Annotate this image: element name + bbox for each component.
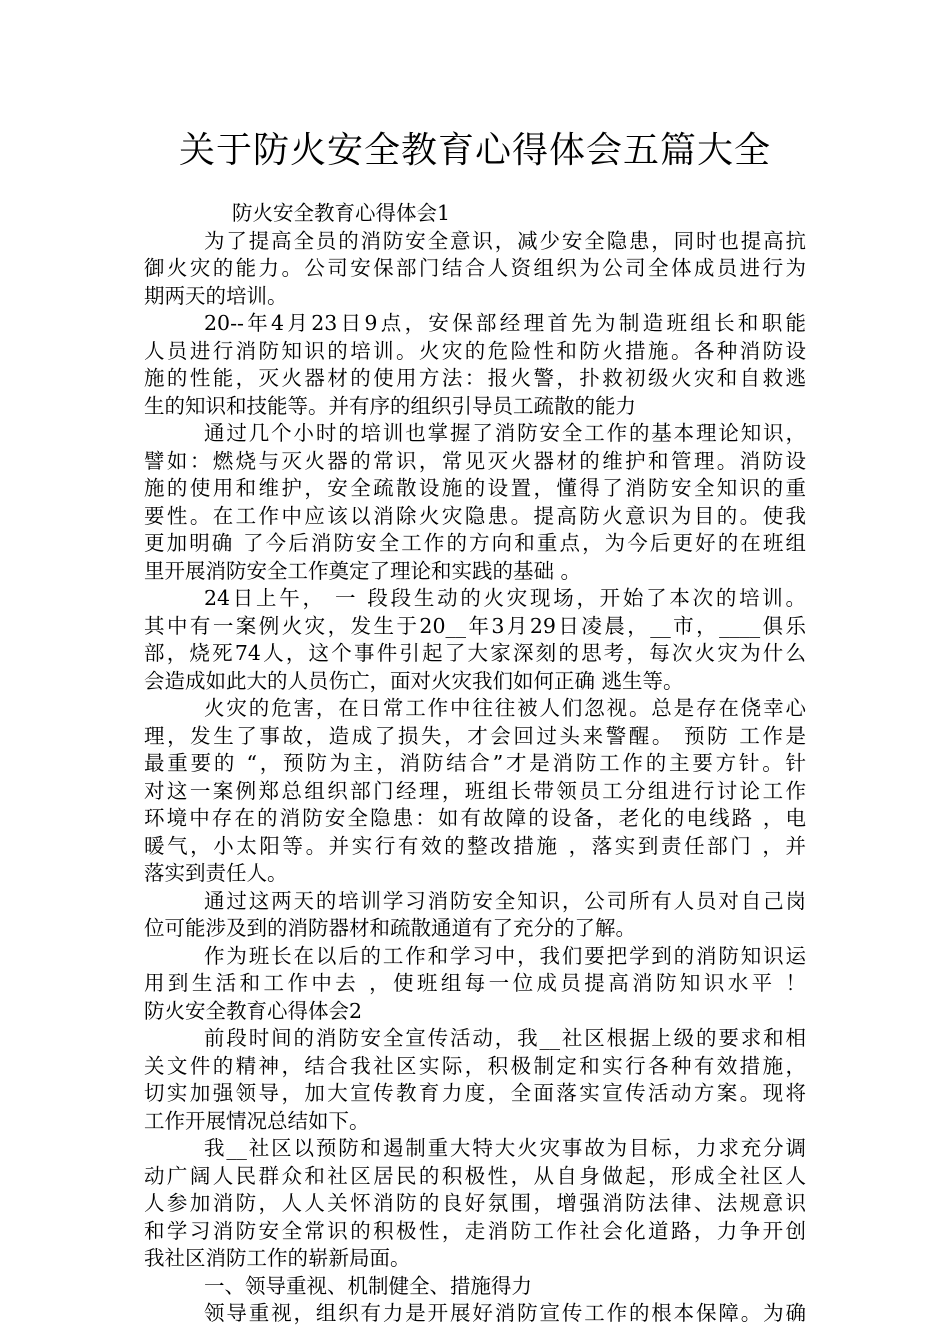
text-line: 环境中存在的消防安全隐患：如有故障的设备，老化的电线路 ，电 [144, 806, 806, 830]
document-title: 关于防火安全教育心得体会五篇大全 [178, 130, 771, 171]
text-line: 譬如：燃烧与灭火器的常识，常见灭火器材的维护和管理。消防设 [144, 448, 806, 473]
text-line: 火灾的危害，在日常工作中往往被人们忽视。总是存在侥幸心 [204, 696, 806, 720]
text-line: 位可能涉及到的消防器材和疏散通道有了充分的了解。 [144, 916, 636, 940]
text-line: 防火安全教育心得体会2 [144, 998, 363, 1023]
text-line: 其中有一案例火灾，发生于20__年3月29日凌晨，__市，____俱乐 [144, 613, 806, 638]
text-line: 通过几个小时的培训也掌握了消防安全工作的基本理论知识， [204, 421, 806, 445]
text-line: 工作开展情况总结如下。 [144, 1108, 370, 1133]
text-line: 生的知识和技能等。并有序的组织引导员工疏散的能力 [144, 393, 636, 418]
text-line: 施的性能，灭火器材的使用方法：报火警，扑救初级火灾和自救逃 [144, 366, 806, 390]
text-line: 对这一案例郑总组织部门经理，班组长带领员工分组进行讨论工作 [144, 778, 806, 803]
text-line: 期两天的培训。 [144, 283, 288, 308]
text-line: 我社区消防工作的崭新局面。 [144, 1246, 411, 1270]
text-line: 领导重视，组织有力是开展好消防宣传工作的根本保障。为确 [204, 1301, 806, 1325]
text-line: 暖气，小太阳等。并实行有效的整改措施 ，落实到责任部门 ，并 [144, 833, 806, 858]
text-line: 我__社区以预防和遏制重大特大火灾事故为目标，力求充分调 [204, 1136, 806, 1160]
text-line: 作为班长在以后的工作和学习中，我们要把学到的消防知识运 [204, 943, 806, 968]
text-line: 用到生活和工作中去 ，使班组每一位成员提高消防知识水平 ！ [144, 971, 806, 995]
text-line: 要性。在工作中应该以消除火灾隐患。提高防火意识为目的。使我 [144, 503, 806, 528]
text-line: 动广阔人民群众和社区居民的积极性，从自身做起，形成全社区人 [144, 1163, 806, 1188]
document-body [144, 200, 806, 1328]
text-line: 关文件的精神，结合我社区实际，积极制定和实行各种有效措施， [144, 1053, 806, 1078]
text-line: 最重要的 “，预防为主，消防结合”才是消防工作的主要方针。针 [144, 751, 806, 775]
text-line: 20--年4月23日9点，安保部经理首先为制造班组长和职能 [204, 311, 806, 335]
text-line: 和学习消防安全常识的积极性，走消防工作社会化道路，力争开创 [144, 1218, 806, 1243]
text-line: 人参加消防，人人关怀消防的良好氛围，增强消防法律、法规意识 [144, 1191, 806, 1215]
text-line: 御火灾的能力。公司安保部门结合人资组织为公司全体成员进行为 [144, 256, 806, 280]
text-line: 24日上午， 一 段段生动的火灾现场，开始了本次的培训。 [204, 586, 806, 610]
text-line: 切实加强领导，加大宣传教育力度，全面落实宣传活动方案。现将 [144, 1081, 806, 1105]
text-line: 理，发生了事故，造成了损失，才会回过头来警醒。 预防 工作是 [144, 723, 806, 748]
text-line: 施的使用和维护，安全疏散设施的设置，懂得了消防安全知识的重 [144, 476, 806, 500]
text-line: 更加明确 了今后消防安全工作的方向和重点，为今后更好的在班组 [144, 531, 806, 555]
text-line: 防火安全教育心得体会1 [232, 201, 451, 225]
text-line: 部，烧死74人，这个事件引起了大家深刻的思考，每次火灾为什么 [144, 641, 806, 665]
text-line: 一、领导重视、机制健全、措施得力 [204, 1273, 532, 1298]
text-line: 人员进行消防知识的培训。火灾的危险性和防火措施。各种消防设 [144, 338, 806, 363]
text-line: 里开展消防安全工作奠定了理论和实践的基础 。 [144, 558, 582, 583]
text-line: 为了提高全员的消防安全意识，减少安全隐患，同时也提高抗 [204, 228, 806, 253]
text-line: 落实到责任人。 [144, 861, 288, 885]
text-line: 通过这两天的培训学习消防安全知识，公司所有人员对自己岗 [204, 888, 806, 913]
text-line: 会造成如此大的人员伤亡，面对火灾我们如何正确 逃生等。 [144, 668, 684, 693]
text-line: 前段时间的消防安全宣传活动，我__社区根据上级的要求和相 [204, 1026, 806, 1050]
